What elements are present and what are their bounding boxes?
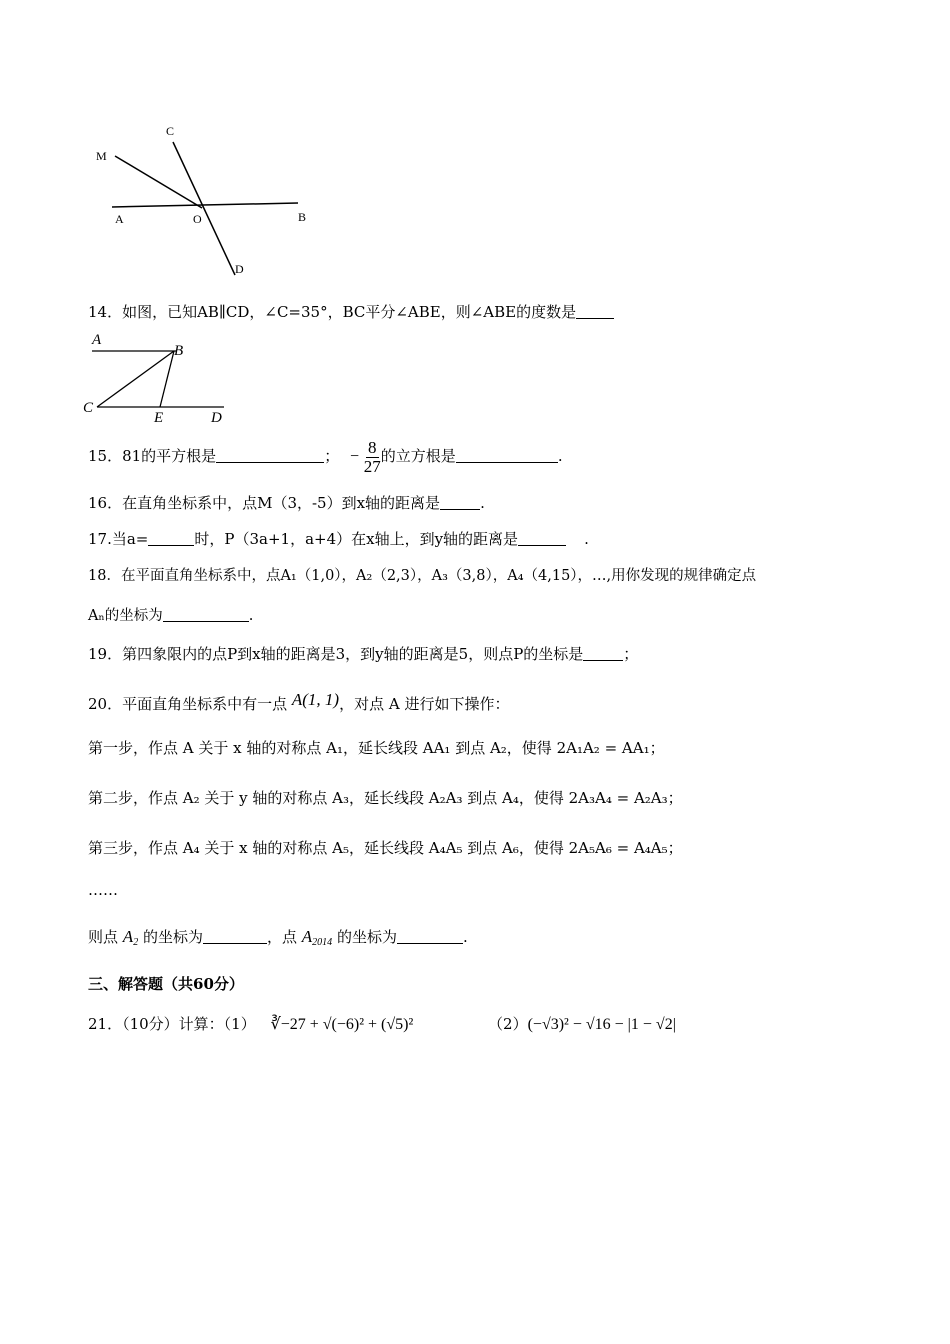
q20-blank-1[interactable]: [203, 929, 267, 944]
q19-answer-blank[interactable]: [583, 646, 623, 661]
q15-blank-1[interactable]: [216, 448, 324, 463]
section-3-title: [88, 974, 244, 994]
line-AB: [112, 203, 298, 207]
question-19: [88, 644, 638, 664]
q20-step2: 第二步，作点 A₂ 关于 y 轴的对称点 A₃，延长线段 A₂A₃ 到点 A₄，使得 2A₃A₄ = A₂A₃；: [88, 789, 683, 807]
q15-denominator: 27: [363, 456, 381, 476]
question-20-step3: [88, 838, 683, 858]
q17-blank-1[interactable]: [148, 531, 194, 546]
q15-part2: 的立方根是: [380, 447, 456, 465]
q15-minus: −: [349, 448, 360, 465]
q17-blank-2[interactable]: [518, 531, 566, 546]
q21-label: 21．（10分）计算：（1）: [88, 1015, 256, 1033]
q20-intro: 20．平面直角坐标系中有一点: [88, 695, 288, 713]
question-14: [88, 302, 614, 322]
q17-part1: 17.当a=: [88, 530, 149, 548]
q20-final-end: .: [462, 928, 468, 946]
question-20-ellipsis: [88, 880, 118, 900]
q20-final1: 则点: [88, 928, 119, 946]
q20-final3: ，点: [266, 928, 297, 946]
q15-part1: 15．81的平方根是: [88, 447, 217, 465]
q15-numerator: 8: [368, 437, 377, 457]
figure-lines-svg: [90, 120, 330, 280]
q20-point-A2014: $A_{2014}$: [301, 927, 333, 948]
q20-intro2: ，对点 A 进行如下操作：: [339, 695, 510, 713]
q18-answer-blank[interactable]: [163, 607, 249, 622]
q21-expression-2: (−√3)² − √16 − |1 − √2|: [527, 1016, 676, 1033]
label-D: D: [235, 262, 244, 276]
q19-text: 19．第四象限内的点P到x轴的距离是3，到y轴的距离是5，则点P的坐标是: [88, 645, 584, 663]
q16-answer-blank[interactable]: [440, 495, 480, 510]
q15-end: .: [557, 447, 563, 465]
q21-label-2: （2）: [488, 1015, 528, 1033]
question-15: [88, 436, 563, 477]
q18-line1: 18．在平面直角坐标系中，点A₁（1,0），A₂（2,3），A₃（3,8），A₄（4,15），…,用你发现的规律确定点: [88, 568, 757, 584]
q20-point-A2: $A_2$: [122, 927, 139, 948]
figure-intersecting-lines: [90, 120, 330, 280]
figure-parallel-lines: [82, 334, 242, 428]
question-20-intro: [88, 690, 509, 714]
q15-sep: ；: [324, 447, 340, 465]
label-A: A: [92, 332, 102, 348]
question-17: [88, 529, 589, 549]
q15-fraction: [364, 439, 381, 476]
q18-line2: Aₙ的坐标为: [88, 608, 163, 624]
q21-expression-1: ∛−27 + √(−6)² + (√5)²: [270, 1016, 414, 1033]
q20-step1: 第一步，作点 A 关于 x 轴的对称点 A₁，延长线段 AA₁ 到点 A₂，使得 2A₁A₂ = AA₁；: [88, 739, 665, 757]
label-E: E: [154, 410, 164, 426]
question-21: [88, 1014, 676, 1035]
question-20-step1: [88, 738, 665, 758]
q20-step3: 第三步，作点 A₄ 关于 x 轴的对称点 A₅，延长线段 A₄A₅ 到点 A₆，使得 2A₅A₆ = A₄A₅；: [88, 839, 683, 857]
q18-end: .: [248, 608, 254, 624]
section-3-title-text: 三、解答题（共60分）: [88, 975, 244, 993]
question-20-step2: [88, 788, 683, 808]
q20-point-A: A(1, 1): [291, 690, 340, 709]
q16-text: 16．在直角坐标系中，点M（3，-5）到x轴的距离是: [88, 494, 441, 512]
q20-final4: 的坐标为: [336, 928, 397, 946]
line-CD: [173, 142, 235, 275]
q14-answer-blank[interactable]: [576, 304, 614, 319]
q19-end: ；: [623, 645, 639, 663]
question-18-line2: [88, 606, 253, 626]
label-C: C: [83, 400, 94, 416]
question-18-line1: [88, 566, 756, 586]
line-MO: [115, 156, 202, 208]
q20-blank-2[interactable]: [397, 929, 463, 944]
q14-text: 14．如图，已知AB∥CD，∠C=35°，BC平分∠ABE，则∠ABE的度数是: [88, 303, 577, 321]
label-A: A: [115, 212, 124, 226]
label-M: M: [96, 149, 107, 163]
q17-part2: 时，P（3a+1，a+4）在x轴上，到y轴的距离是: [194, 530, 519, 548]
q16-end: .: [480, 494, 485, 512]
label-B: B: [298, 210, 307, 224]
label-O: O: [193, 212, 202, 226]
q15-blank-2[interactable]: [456, 448, 558, 463]
label-D: D: [211, 410, 222, 426]
question-20-final: [88, 927, 468, 953]
q20-ellipsis: ……: [88, 881, 118, 899]
label-C: C: [166, 124, 175, 138]
q20-final2: 的坐标为: [142, 928, 203, 946]
label-B: B: [174, 343, 184, 359]
q17-end: .: [584, 530, 589, 548]
question-16: [88, 493, 485, 513]
